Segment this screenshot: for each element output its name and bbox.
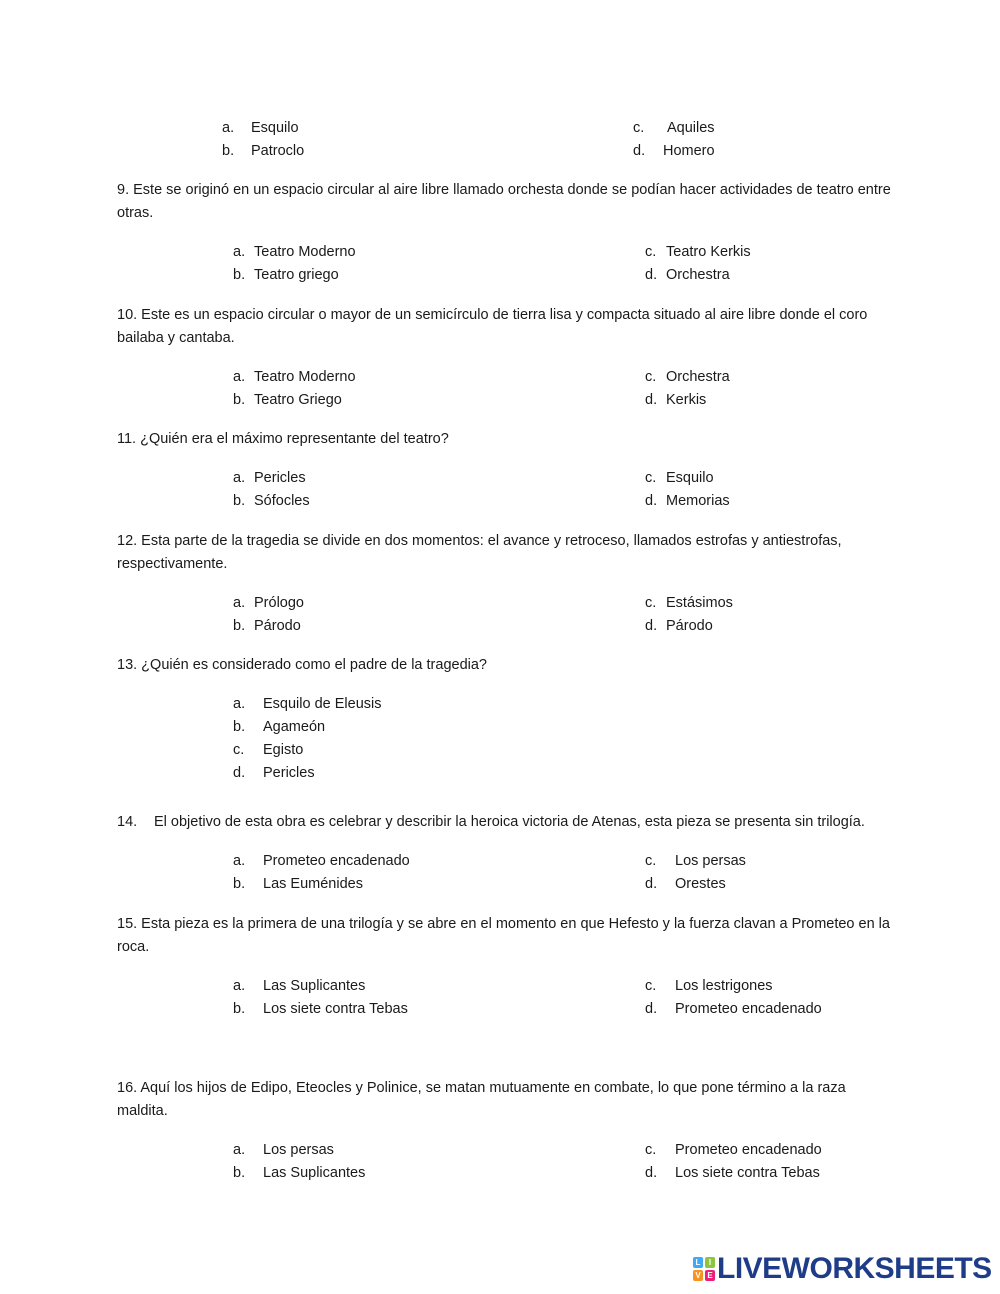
option-letter: a.	[222, 120, 235, 136]
option-text: Homero	[663, 143, 715, 159]
option-letter: c.	[645, 470, 657, 486]
option-text: Teatro griego	[254, 267, 339, 283]
q13-option-a[interactable]	[233, 694, 382, 714]
option-letter: c.	[633, 120, 645, 136]
option-letter: d.	[645, 1001, 658, 1017]
q9-option-a[interactable]	[233, 242, 356, 262]
q10-option-c[interactable]	[645, 367, 730, 387]
option-text: Esquilo	[251, 120, 299, 136]
q9-option-b[interactable]	[233, 265, 339, 285]
q10-option-b[interactable]	[233, 390, 342, 410]
option-letter: d.	[645, 267, 658, 283]
option-text: Teatro Moderno	[254, 244, 356, 260]
option-text: Las Suplicantes	[263, 1165, 366, 1181]
option-text: Sófocles	[254, 493, 310, 509]
question-16-text: 16. Aquí los hijos de Edipo, Eteocles y Polinice, se matan mutuamente en combate, lo que pone término a la raza maldita.	[117, 1080, 846, 1119]
q16-option-a[interactable]	[233, 1140, 334, 1160]
option-text: Párodo	[666, 618, 713, 634]
option-text: Teatro Griego	[254, 392, 342, 408]
q8-option-d[interactable]	[633, 141, 715, 161]
option-letter: d.	[233, 765, 246, 781]
option-letter: a.	[233, 978, 246, 994]
question-10-text: 10. Este es un espacio circular o mayor de un semicírculo de tierra lisa y compacta situado al aire libre donde el coro bailaba y cantaba.	[117, 307, 868, 346]
q10-option-d[interactable]	[645, 390, 706, 410]
q10-option-a[interactable]	[233, 367, 356, 387]
option-letter: a.	[233, 595, 246, 611]
option-letter: b.	[233, 493, 246, 509]
option-letter: d.	[633, 143, 646, 159]
option-letter: c.	[645, 1142, 657, 1158]
question-14	[117, 811, 892, 834]
option-text: Memorias	[666, 493, 730, 509]
option-text: Los siete contra Tebas	[263, 1001, 408, 1017]
q15-option-c[interactable]	[645, 976, 773, 996]
q12-option-b[interactable]	[233, 616, 301, 636]
liveworksheets-logo-text: LIVEWORKSHEETS	[717, 1252, 992, 1285]
option-text: Orchestra	[666, 267, 730, 283]
option-letter: d.	[645, 876, 658, 892]
q11-option-a[interactable]	[233, 468, 306, 488]
q13-option-c[interactable]	[233, 740, 303, 760]
option-letter: a.	[233, 244, 246, 260]
option-letter: d.	[645, 392, 658, 408]
q8-option-c[interactable]	[633, 118, 715, 138]
option-text: Los siete contra Tebas	[675, 1165, 820, 1181]
option-letter: c.	[233, 742, 245, 758]
q14-option-b[interactable]	[233, 874, 363, 894]
option-letter: b.	[233, 267, 246, 283]
question-14-number: 14.	[117, 814, 138, 830]
q11-option-d[interactable]	[645, 491, 730, 511]
option-text: Las Suplicantes	[263, 978, 366, 994]
option-letter: b.	[233, 719, 246, 735]
option-letter: a.	[233, 696, 246, 712]
option-letter: c.	[645, 244, 657, 260]
option-letter: b.	[233, 1165, 246, 1181]
option-text: Egisto	[263, 742, 304, 758]
liveworksheets-logo-icon: L I V E	[693, 1257, 715, 1281]
option-text: Patroclo	[251, 143, 305, 159]
option-letter: b.	[233, 392, 246, 408]
option-text: Esquilo	[666, 470, 714, 486]
option-letter: d.	[645, 1165, 658, 1181]
option-letter: a.	[233, 470, 246, 486]
q12-option-a[interactable]	[233, 593, 304, 613]
option-letter: c.	[645, 978, 657, 994]
option-letter: b.	[233, 618, 246, 634]
option-text: Estásimos	[666, 595, 733, 611]
q8-option-b[interactable]	[222, 141, 304, 161]
option-text: Los lestrigones	[675, 978, 773, 994]
option-letter: c.	[645, 595, 657, 611]
option-text: Prometeo encadenado	[263, 853, 410, 869]
option-text: Kerkis	[666, 392, 707, 408]
option-text: Prometeo encadenado	[675, 1142, 822, 1158]
option-text: Esquilo de Eleusis	[263, 696, 382, 712]
option-text: Agameón	[263, 719, 326, 735]
question-14-text: El objetivo de esta obra es celebrar y describir la heroica victoria de Atenas, esta pieza se presenta sin trilogía.	[154, 814, 865, 830]
option-text: Pericles	[263, 765, 315, 781]
option-letter: a.	[233, 853, 246, 869]
q16-option-c[interactable]	[645, 1140, 822, 1160]
q12-option-d[interactable]	[645, 616, 713, 636]
option-text: Orchestra	[666, 369, 730, 385]
q14-option-c[interactable]	[645, 851, 746, 871]
question-15-text: 15. Esta pieza es la primera de una trilogía y se abre en el momento en que Hefesto y la fuerza clavan a Prometeo en la roca.	[117, 916, 890, 955]
option-text: Las Euménides	[263, 876, 363, 892]
q9-option-d[interactable]	[645, 265, 730, 285]
option-text: Aquiles	[667, 120, 715, 136]
option-letter: b.	[233, 876, 246, 892]
q15-option-b[interactable]	[233, 999, 408, 1019]
option-letter: a.	[233, 369, 246, 385]
question-9-text: 9. Este se originó en un espacio circular al aire libre llamado orchesta donde se podían hacer actividades de teatro entre otras.	[117, 182, 891, 221]
option-letter: d.	[645, 618, 658, 634]
q15-option-a[interactable]	[233, 976, 365, 996]
q14-option-a[interactable]	[233, 851, 410, 871]
option-letter: b.	[233, 1001, 246, 1017]
option-letter: c.	[645, 369, 657, 385]
q9-option-c[interactable]	[645, 242, 751, 262]
option-text: Prólogo	[254, 595, 304, 611]
option-text: Teatro Moderno	[254, 369, 356, 385]
option-letter: c.	[645, 853, 657, 869]
q11-option-b[interactable]	[233, 491, 310, 511]
q11-option-c[interactable]	[645, 468, 714, 488]
option-text: Teatro Kerkis	[666, 244, 751, 260]
q16-option-b[interactable]	[233, 1163, 365, 1183]
option-text: Prometeo encadenado	[675, 1001, 822, 1017]
q13-option-d[interactable]	[233, 763, 315, 783]
question-13-text: 13. ¿Quién es considerado como el padre de la tragedia?	[117, 657, 487, 673]
option-text: Pericles	[254, 470, 306, 486]
question-12-text: 12. Esta parte de la tragedia se divide en dos momentos: el avance y retroceso, llamados estrofas y antiestrofas, respectivamente.	[117, 533, 842, 572]
q13-option-b[interactable]	[233, 717, 325, 737]
q16-option-d[interactable]	[645, 1163, 820, 1183]
q15-option-d[interactable]	[645, 999, 822, 1019]
option-letter: a.	[233, 1142, 246, 1158]
question-11-text: 11. ¿Quién era el máximo representante del teatro?	[117, 431, 449, 447]
option-text: Párodo	[254, 618, 301, 634]
option-letter: d.	[645, 493, 658, 509]
q8-option-a[interactable]	[222, 118, 299, 138]
q12-option-c[interactable]	[645, 593, 733, 613]
option-text: Los persas	[675, 853, 746, 869]
liveworksheets-logo[interactable]	[693, 1254, 992, 1284]
option-letter: b.	[222, 143, 235, 159]
option-text: Los persas	[263, 1142, 334, 1158]
q14-option-d[interactable]	[645, 874, 726, 894]
option-text: Orestes	[675, 876, 726, 892]
